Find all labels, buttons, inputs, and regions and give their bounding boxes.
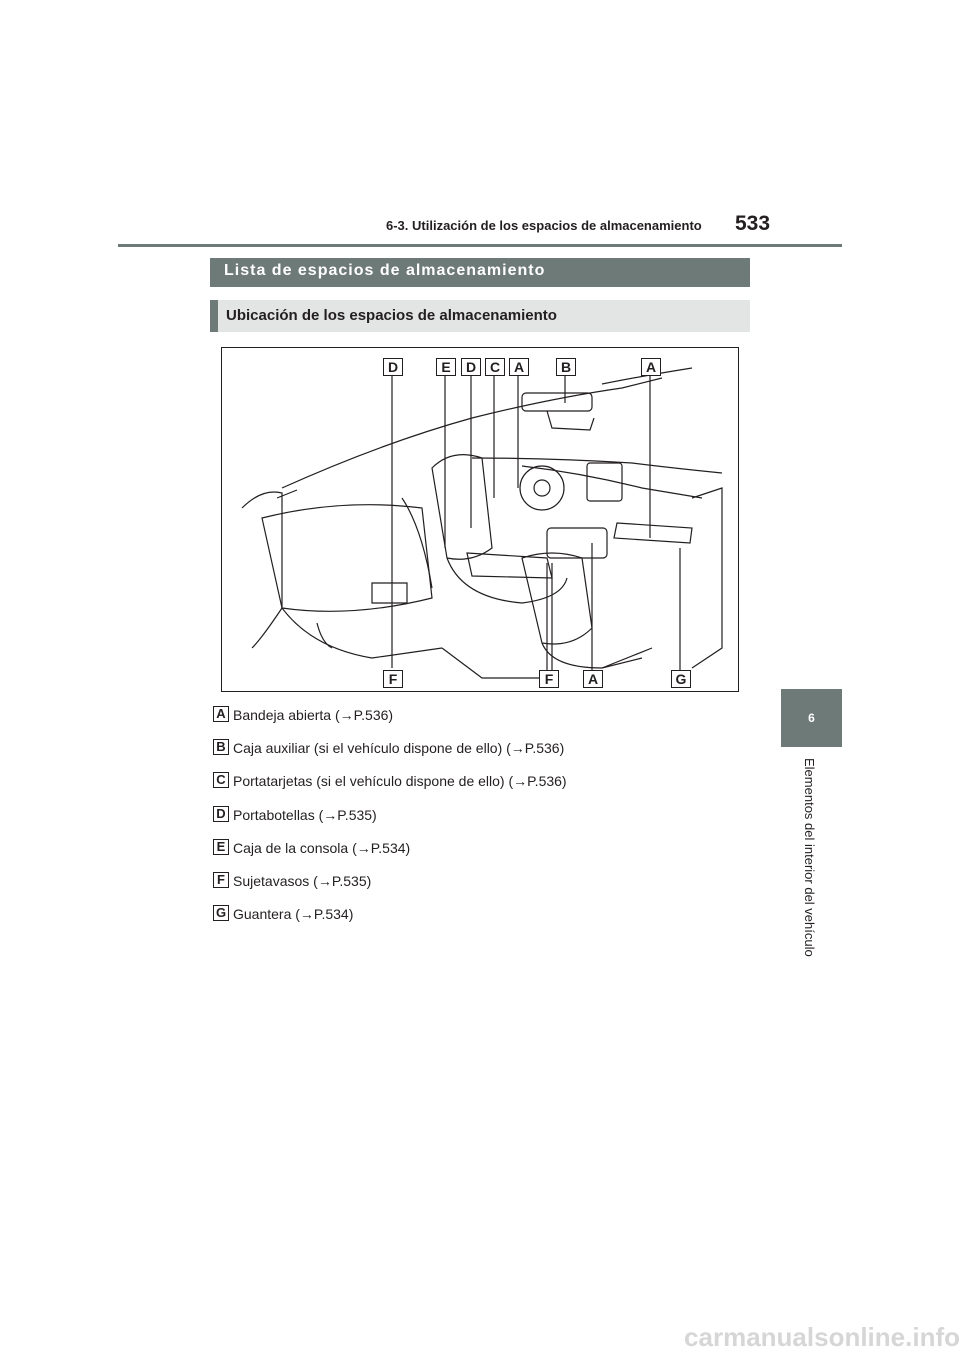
- header-rule: [118, 244, 842, 247]
- callout-top-7: A: [641, 358, 661, 376]
- legend-text: Bandeja abierta (→P.536): [233, 707, 394, 723]
- car-interior-figure: [221, 347, 739, 692]
- callout-top-1: D: [383, 358, 403, 376]
- callout-top-5: A: [509, 358, 529, 376]
- callout-bottom-4: G: [671, 670, 691, 688]
- legend-text: Portatarjetas (si el vehículo dispone de ello) (→P.536): [233, 773, 567, 789]
- callout-bottom-3: A: [583, 670, 603, 688]
- page-number: 533: [735, 212, 771, 235]
- legend-text: Caja de la consola (→P.534): [233, 840, 411, 856]
- legend-text: Portabotellas (→P.535): [233, 807, 377, 823]
- callout-bottom-1: F: [383, 670, 403, 688]
- section-header: 6-3. Utilización de los espacios de almacenamiento: [386, 218, 702, 233]
- chapter-title: Elementos del interior del vehículo: [802, 758, 817, 957]
- subtitle-bar: [210, 300, 750, 332]
- legend-text: Caja auxiliar (si el vehículo dispone de ello) (→P.536): [233, 740, 565, 756]
- legend-key: C: [213, 772, 229, 788]
- legend-key: D: [213, 806, 229, 822]
- car-interior-illustration: [222, 348, 738, 691]
- callout-top-3: D: [461, 358, 481, 376]
- legend-key: A: [213, 706, 229, 722]
- legend-text: Sujetavasos (→P.535): [233, 873, 372, 889]
- title-text: Lista de espacios de almacenamiento: [224, 262, 546, 279]
- callout-top-2: E: [436, 358, 456, 376]
- callout-top-4: C: [485, 358, 505, 376]
- subtitle-text: Ubicación de los espacios de almacenamiento: [226, 307, 557, 324]
- chapter-tab[interactable]: 6: [781, 689, 842, 747]
- legend-text: Guantera (→P.534): [233, 906, 354, 922]
- callout-bottom-2: F: [539, 670, 559, 688]
- watermark: carmanualsonline.info: [684, 1322, 960, 1352]
- legend-key: B: [213, 739, 229, 755]
- callout-top-6: B: [556, 358, 576, 376]
- legend-key: G: [213, 905, 229, 921]
- legend-key: E: [213, 839, 229, 855]
- title-bar: [210, 258, 750, 287]
- legend-key: F: [213, 872, 229, 888]
